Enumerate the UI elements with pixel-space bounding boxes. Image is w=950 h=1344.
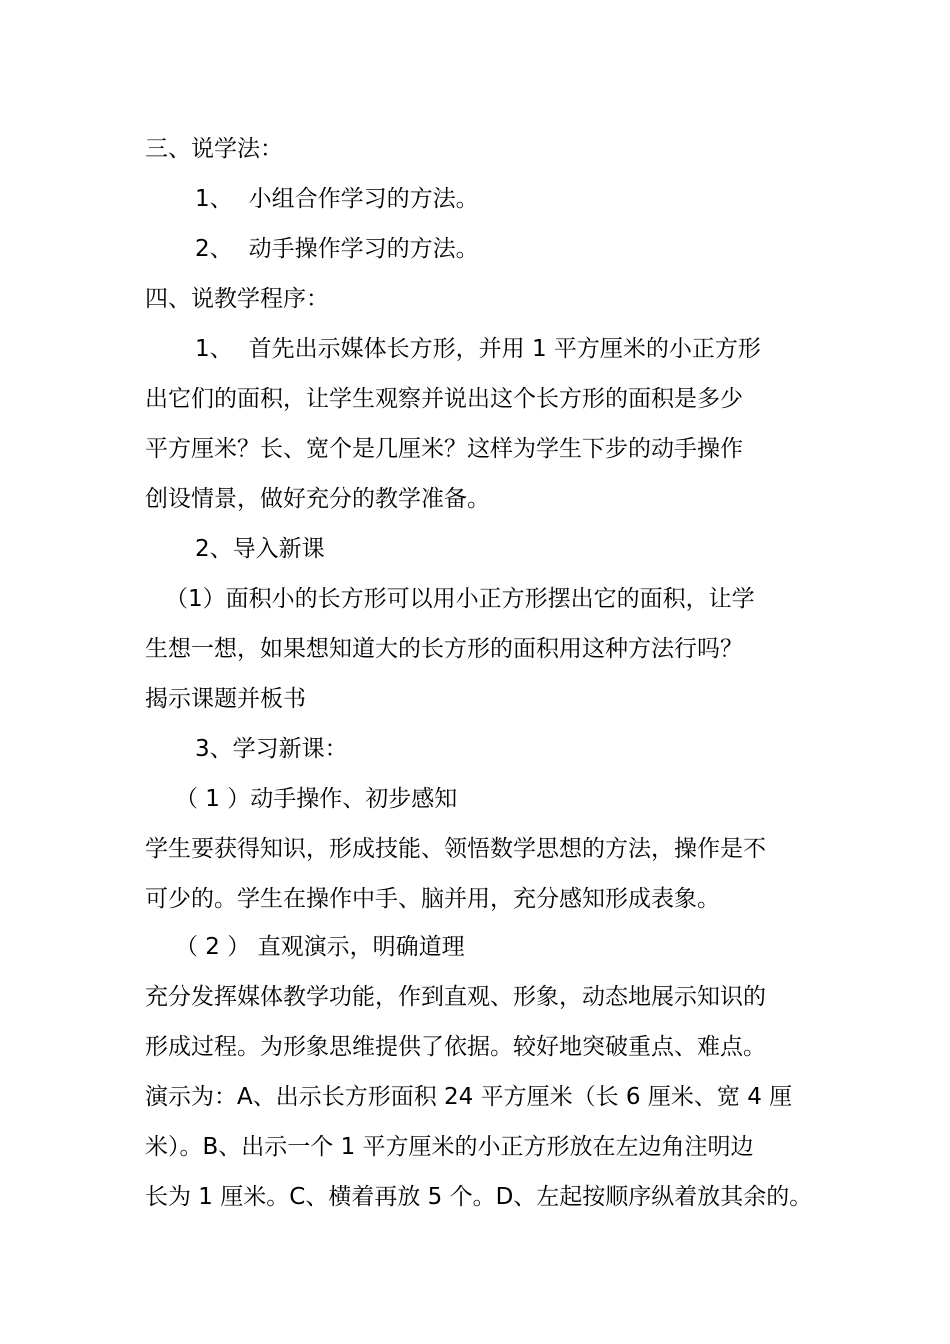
- paragraph-line: [145, 982, 766, 1012]
- line-text: 平方厘米？长、宽个是几厘米？这样为学生下步的动手操作: [145, 436, 743, 462]
- line-text: 生想一想，如果想知道大的长方形的面积用这种方法行吗？: [145, 636, 743, 662]
- subheading-hands-on: [175, 784, 457, 814]
- line-text: 演示为：A、出示长方形面积 24 平方厘米（长 6 厘米、宽 4 厘: [145, 1084, 793, 1110]
- paragraph-line: [145, 684, 306, 714]
- item-number: 1、: [195, 186, 233, 212]
- paragraph-line: [145, 884, 720, 914]
- item-number: 1、: [195, 336, 233, 362]
- line-text: （ 1 ）动手操作、初步感知: [175, 786, 458, 812]
- line-text: 出它们的面积，让学生观察并说出这个长方形的面积是多少: [145, 386, 743, 412]
- paragraph-line: [145, 484, 490, 514]
- line-text: 四、说教学程序：: [145, 286, 329, 312]
- line-text: 揭示课题并板书: [145, 686, 306, 712]
- line-text: 小组合作学习的方法。: [248, 186, 479, 212]
- line-text: 可少的。学生在操作中手、脑并用，充分感知形成表象。: [145, 886, 720, 912]
- list-item: [195, 184, 479, 214]
- line-text: 2、导入新课: [195, 536, 325, 562]
- paragraph-line: [145, 1032, 766, 1062]
- line-text: 创设情景，做好充分的教学准备。: [145, 486, 490, 512]
- subheading-study-lesson: [195, 734, 348, 764]
- line-text: 动手操作学习的方法。: [248, 236, 479, 262]
- line-text: 米）。B、出示一个 1 平方厘米的小正方形放在左边角注明边: [145, 1134, 754, 1160]
- subheading-new-lesson: [195, 534, 325, 564]
- paragraph-line: [145, 1182, 812, 1212]
- line-text: 三、说学法：: [145, 136, 283, 162]
- item-number: 2、: [195, 236, 233, 262]
- paragraph-line: [195, 334, 761, 364]
- subheading-demonstration: [175, 932, 465, 962]
- paragraph-line: [145, 1082, 792, 1112]
- heading-learning-method: [145, 134, 283, 164]
- line-text: 学生要获得知识，形成技能、领悟数学思想的方法，操作是不: [145, 836, 766, 862]
- paragraph-line: [165, 584, 755, 614]
- paragraph-line: [145, 434, 743, 464]
- line-text: （1）面积小的长方形可以用小正方形摆出它的面积，让学: [165, 586, 755, 612]
- list-item: [195, 234, 479, 264]
- line-text: （ 2 ） 直观演示，明确道理: [175, 934, 465, 960]
- line-text: 首先出示媒体长方形，并用 1 平方厘米的小正方形: [248, 336, 761, 362]
- line-text: 3、学习新课：: [195, 736, 348, 762]
- paragraph-line: [145, 634, 743, 664]
- line-text: 长为 1 厘米。C、横着再放 5 个。D、左起按顺序纵着放其余的。: [145, 1184, 813, 1210]
- paragraph-line: [145, 834, 766, 864]
- heading-teaching-procedure: [145, 284, 329, 314]
- paragraph-line: [145, 384, 743, 414]
- line-text: 充分发挥媒体教学功能，作到直观、形象，动态地展示知识的: [145, 984, 766, 1010]
- line-text: 形成过程。为形象思维提供了依据。较好地突破重点、难点。: [145, 1034, 766, 1060]
- paragraph-line: [145, 1132, 754, 1162]
